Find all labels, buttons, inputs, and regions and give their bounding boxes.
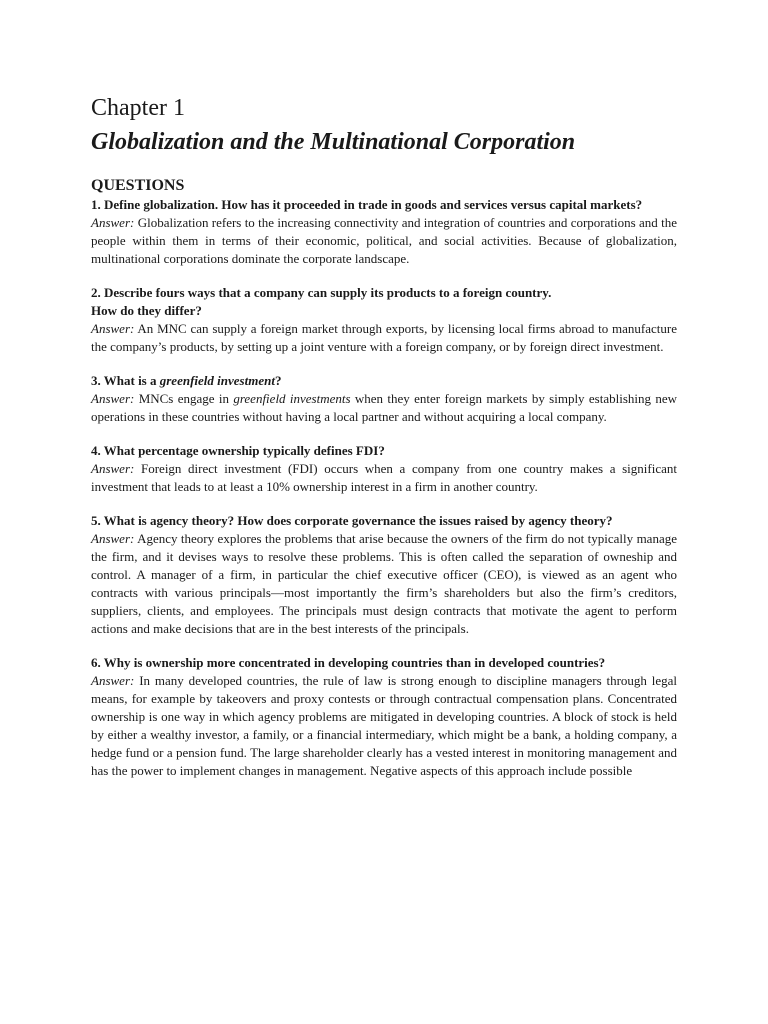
answer-text	[91, 214, 677, 268]
question-5	[91, 512, 677, 638]
question-text	[91, 372, 677, 390]
question-6	[91, 654, 677, 780]
answer-label: Answer:	[91, 531, 135, 546]
answer-label: Answer:	[91, 391, 135, 406]
document-page	[91, 92, 677, 796]
question-text: 4. What percentage ownership typically defines FDI?	[91, 443, 385, 458]
chapter-subtitle: Globalization and the Multinational Corporation	[91, 129, 576, 155]
question-line-1: 2. Describe fours ways that a company can supply its products to a foreign country.	[91, 285, 552, 300]
chapter-title: Chapter 1	[91, 95, 185, 121]
answer-label: Answer:	[91, 461, 135, 476]
answer-text	[91, 530, 677, 638]
question-text: 5. What is agency theory? How does corporate governance the issues raised by agency theory?	[91, 513, 613, 528]
answer-body: In many developed countries, the rule of law is strong enough to discipline managers through legal means, for example by takeovers and proxy contests or through contractual compensation plans. Concentrated ownership is one way in which agency problems are mitigated in developing countries. A block of stock is held by either a wealthy investor, a family, or a financial intermediary, which might be a bank, a holding company, a hedge fund or a pension fund. The large shareholder clearly has a vested interest in monitoring management and has the power to implement changes in management. Negative aspects of this approach include possible	[91, 673, 678, 778]
answer-emphasis: greenfield investments	[233, 391, 351, 406]
answer-body: Foreign direct investment (FDI) occurs when a company from one country makes a significant investment that leads to at least a 10% ownership interest in a firm in another country.	[91, 461, 677, 494]
question-2	[91, 284, 677, 356]
answer-prefix: MNCs engage in	[138, 391, 234, 406]
answer-body: Globalization refers to the increasing connectivity and integration of countries and corporations and the people within them in terms of their economic, political, and social activities. Because of globalization, multinational corporations dominate the corporate landscape.	[91, 215, 677, 266]
question-emphasis: greenfield investment	[159, 373, 275, 388]
answer-label: Answer:	[91, 215, 135, 230]
answer-body: Agency theory explores the problems that arise because the owners of the firm do not typically manage the firm, and it devises ways to resolve these problems. This is often called the separation of owneship and control. A manager of a firm, in particular the chief executive officer (CEO), is viewed as an agent who contracts with various principals—most importantly the firm’s shareholders but also the firm’s creditors, suppliers, clients, and employees. The principals must design contracts that motivate the agent to perform actions and make decisions that are in the best interests of the principals.	[91, 531, 677, 636]
question-text: 1. Define globalization. How has it proceeded in trade in goods and services versus capital markets?	[91, 197, 643, 212]
question-line-2: How do they differ?	[91, 303, 202, 318]
answer-label: Answer:	[91, 673, 135, 688]
answer-body: An MNC can supply a foreign market through exports, by licensing local firms abroad to manufacture the company’s products, by setting up a joint venture with a foreign company, or by foreign direct investment.	[91, 321, 677, 354]
question-text	[91, 284, 677, 320]
question-3	[91, 372, 677, 426]
answer-text	[91, 672, 677, 780]
question-4	[91, 442, 677, 496]
section-heading: QUESTIONS	[91, 177, 185, 194]
answer-suffix: when they enter foreign markets by simply establishing new operations in these countries without having a local partner and without acquiring a local company.	[91, 391, 678, 424]
question-prefix: 3. What is a	[91, 373, 160, 388]
question-text: 6. Why is ownership more concentrated in developing countries than in developed countries?	[91, 655, 606, 670]
question-suffix: ?	[274, 373, 282, 388]
answer-text	[91, 320, 677, 356]
answer-label: Answer:	[91, 321, 135, 336]
question-1	[91, 196, 677, 268]
answer-text	[91, 460, 677, 496]
answer-text	[91, 390, 677, 426]
